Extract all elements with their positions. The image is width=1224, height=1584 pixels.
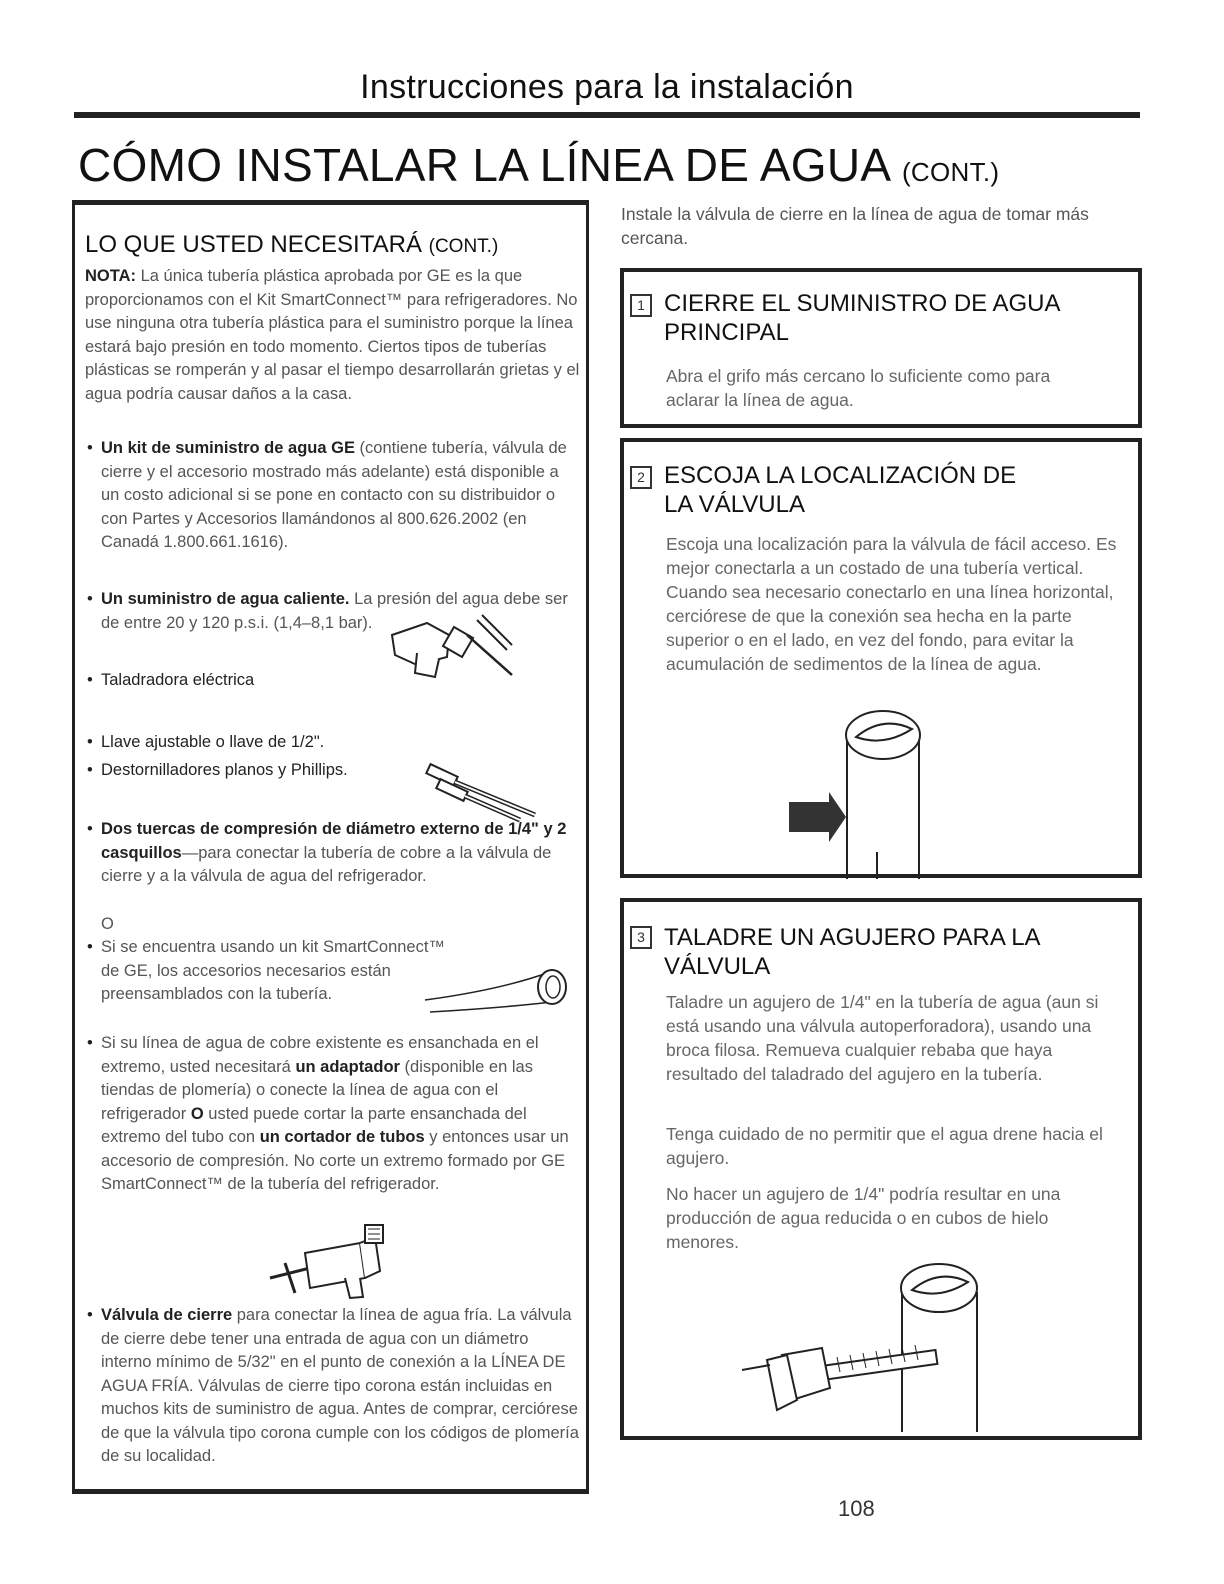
item2-text: La presión del agua debe ser de entre 20 y 120 p.s.i. (1,4–8,1 bar). [101, 590, 568, 632]
step-2-title: ESCOJA LA LOCALIZACIÓN DE LA VÁLVULA [664, 462, 1017, 518]
list-item-water-kit [101, 437, 579, 555]
note-text: La única tubería plástica aprobada por GE es la que proporcionamos con el Kit SmartConnect™ para refrigeradores. No use ninguna otra tubería plástica para el suministro porque la línea estará bajo presión en todo momento. Ciertos tipos de tuberías plásticas se romperán y al pasar el tiempo desarrollarán grietas y el agua podría causar daños a la casa. [85, 267, 580, 403]
bullet-dot: • [87, 820, 93, 838]
step-number-2: 2 [630, 466, 652, 489]
step-3-title: TALADRE UN AGUJERO PARA LA VÁLVULA [664, 924, 1040, 980]
step-3-caution: Tenga cuidado de no permitir que el agua drene hacia el agujero. [666, 1124, 1103, 1168]
item1-text: (contiene tubería, válvula de cierre y el accesorio mostrado más adelante) está disponible a un costo adicional si se pone en contacto con su distribuidor o con Partes y Accesorios llamándonos al 800.626.2002 (en Canadá 1.800.661.1616). [101, 439, 567, 551]
item8-text-a: Si su línea de agua de cobre existente es ensanchada en el extremo, usted necesitará [101, 1034, 539, 1076]
list-item-screwdrivers: Destornilladores planos y Phillips. [101, 761, 348, 779]
requirements-title-text: LO QUE USTED NECESITARÁ [85, 231, 422, 258]
or-text: O [101, 915, 114, 933]
section-header: Instrucciones para la instalación [360, 68, 854, 106]
step-number-1: 1 [630, 294, 652, 317]
note-label: NOTA: [85, 267, 137, 285]
item8-bold-2: O [190, 1104, 204, 1123]
header-rule [74, 112, 1140, 118]
step-2-text: Escoja una localización para la válvula de fácil acceso. Es mejor conectarla a un costado de una tubería vertical. Cuando sea necesario conectarlo en una línea horizontal, cerciórese de que la conexión sea hecha en la parte superior o en el lado, en vez del fondo, para evitar la acumulación de sedimentos de la línea de agua. [666, 534, 1117, 674]
step-1-title: CIERRE EL SUMINISTRO DE AGUA PRINCIPAL [664, 290, 1060, 346]
item2-bold: Un suministro de agua caliente. [101, 590, 350, 608]
requirements-title [85, 231, 498, 259]
item9-text: para conectar la línea de agua fría. La válvula de cierre debe tener una entrada de agua con un diámetro interno mínimo de 5/32" en el punto de conexión a la LÍNEA DE AGUA FRÍA. Válvulas de cierre tipo corona están incluidas en muchos kits de suministro de agua. Antes de comprar, cerciórese de que la válvula tipo corona cumple con los códigos de plomería de su localidad. [101, 1306, 579, 1465]
list-item-smartconnect: Si se encuentra usando un kit SmartConnect™ de GE, los accesorios necesarios están preensamblados con la tubería. [101, 938, 445, 1003]
bullet-dot: • [87, 761, 93, 779]
valve-illustration [265, 1223, 405, 1303]
item9-bold: Válvula de cierre [101, 1306, 233, 1324]
intro-paragraph: Instale la válvula de cierre en la línea de agua de tomar más cercana. [621, 204, 1089, 248]
step-3-text: Taladre un agujero de 1/4" en la tubería de agua (aun si está usando una válvula autoperforadora), usando una broca filosa. Remueva cualquier rebaba que haya resultado del taladrado del agujero en la tubería. [666, 992, 1099, 1084]
item8-text-e: y entonces usar un accesorio de compresión. No corte un extremo formado por GE SmartConnect™ de la tubería del refrigerador. [101, 1128, 569, 1193]
bullet-dot: • [87, 590, 93, 608]
item6-bold: Dos tuercas de compresión de diámetro externo de 1/4" y 2 casquillos [101, 820, 567, 862]
bullet-dot: • [87, 1306, 93, 1324]
step-3-box [620, 898, 1142, 1440]
item8-text-c: (disponible en las tiendas de plomería) o conecte la línea de agua con el refrigerador [101, 1057, 533, 1123]
list-item-shutoff-valve [101, 1304, 579, 1469]
requirements-box [72, 200, 589, 1494]
drilling-pipe-illustration [742, 1260, 1002, 1440]
page-title-suffix: (CONT.) [901, 157, 1000, 187]
page-number: 108 [838, 1496, 875, 1521]
bullet-dot: • [87, 1034, 93, 1052]
list-item-drill: Taladradora eléctrica [101, 671, 255, 689]
screwdrivers-illustration [425, 760, 555, 820]
step-2-box [620, 438, 1142, 878]
item1-bold: Un kit de suministro de agua GE [101, 439, 355, 457]
step-number-3: 3 [630, 926, 652, 949]
step-3-warning: No hacer un agujero de 1/4" podría resultar en una producción de agua reducida o en cubos de hielo menores. [666, 1184, 1061, 1252]
step-1-box [620, 268, 1142, 428]
note-paragraph [85, 265, 580, 406]
list-item-adapter [101, 1032, 583, 1197]
drill-illustration [387, 605, 517, 685]
page-title-text: CÓMO INSTALAR LA LÍNEA DE AGUA [78, 139, 889, 191]
bullet-dot: • [87, 938, 93, 956]
bullet-dot: • [87, 733, 93, 751]
bullet-dot: • [87, 671, 93, 689]
bullet-dot: • [87, 439, 93, 457]
page-title [78, 138, 999, 192]
tubing-illustration [420, 960, 570, 1020]
vertical-pipe-illustration [784, 707, 934, 882]
item8-bold-1: un adaptador [295, 1057, 400, 1076]
item8-bold-3: un cortador de tubos [259, 1128, 425, 1146]
step-1-text: Abra el grifo más cercano lo suficiente como para aclarar la línea de agua. [666, 366, 1051, 410]
requirements-title-suffix: (CONT.) [428, 236, 499, 257]
item6-text: —para conectar la tubería de cobre a la válvula de cierre y a la válvula de agua del refrigerador. [101, 843, 552, 885]
list-item-wrench: Llave ajustable o llave de 1/2". [101, 733, 325, 751]
item8-text-d: usted puede cortar la parte ensanchada del extremo del tubo con [101, 1104, 527, 1146]
list-item-compression-nuts [101, 818, 579, 889]
